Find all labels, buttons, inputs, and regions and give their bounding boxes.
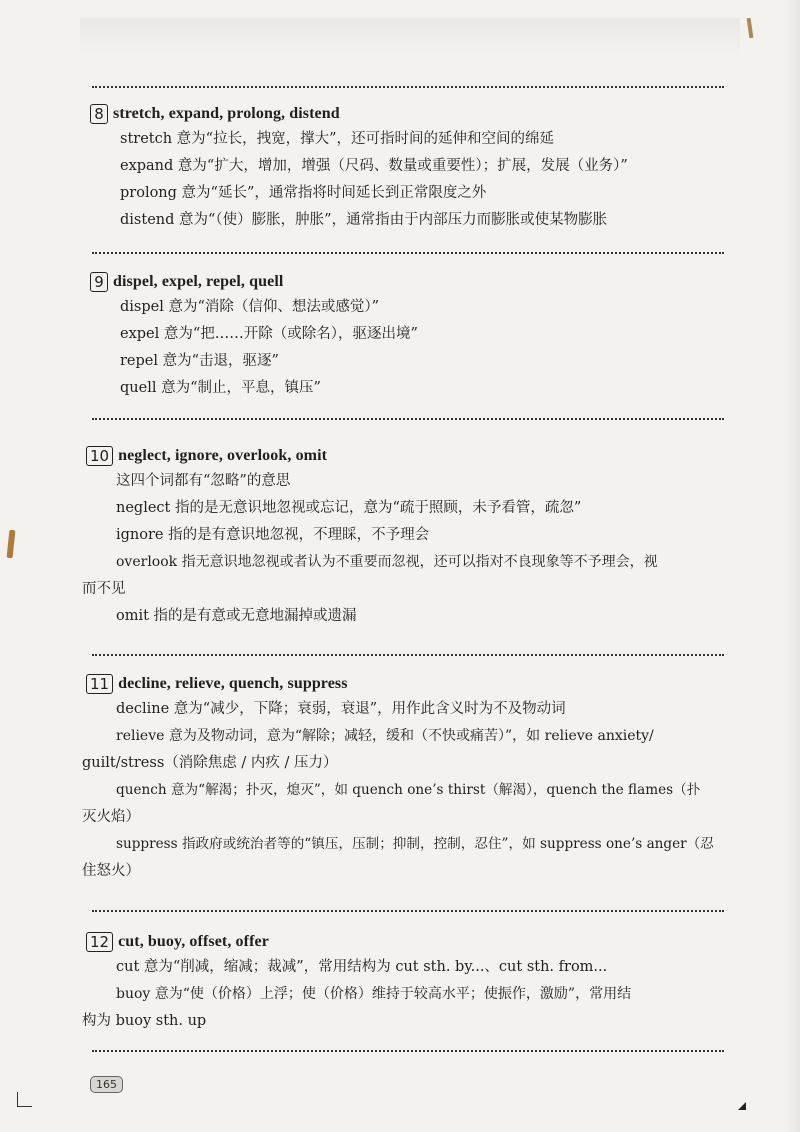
dotted-divider — [92, 252, 724, 254]
entry-section-12 — [82, 930, 736, 1035]
definition-line-continued: 灭火焰） — [82, 809, 140, 825]
binding-mark — [747, 18, 754, 38]
entry-section-11 — [82, 672, 736, 885]
dotted-divider — [92, 418, 724, 420]
entry-section-8 — [90, 102, 730, 234]
definition-line: quench 意为“解渴；扑灭，熄灭”，如 quench one’s thirst（解渴），quench the flames（扑 — [116, 782, 701, 798]
definition-line: buoy 意为“使（价格）上浮；使（价格）维持于较高水平；使振作，激励”，常用结 — [116, 986, 632, 1002]
definition-line: expel 意为“把……开除（或除名），驱逐出境” — [120, 326, 418, 342]
definition-line: repel 意为“击退，驱逐” — [120, 353, 279, 369]
definition-line: stretch 意为“拉长，拽宽，撑大”，还可指时间的延伸和空间的绵延 — [120, 131, 554, 147]
section-number-box: 12 — [86, 932, 113, 952]
definition-line: overlook 指无意识地忽视或者认为不重要而忽视，还可以指对不良现象等不予理会，视 — [116, 554, 658, 570]
section-title: stretch, expand, prolong, distend — [113, 105, 340, 122]
definition-line: expand 意为“扩大，增加，增强（尺码、数量或重要性）；扩展，发展（业务）” — [120, 158, 628, 174]
definition-line: quell 意为“制止，平息，镇压” — [120, 380, 321, 396]
crop-mark — [17, 1092, 32, 1107]
definition-line: ignore 指的是有意识地忽视，不理睬，不予理会 — [116, 527, 430, 543]
section-heading — [90, 270, 730, 294]
entry-section-10 — [82, 444, 736, 630]
definition-line-continued: 而不见 — [82, 581, 126, 597]
definition-line: dispel 意为“消除（信仰、想法或感觉）” — [120, 299, 380, 315]
section-heading — [86, 672, 736, 696]
section-number-box: 11 — [86, 674, 113, 694]
section-title: neglect, ignore, overlook, omit — [118, 447, 328, 464]
section-heading — [86, 930, 736, 954]
dotted-divider — [92, 910, 724, 912]
section-number-box: 8 — [90, 104, 108, 124]
definition-line-continued: 构为 buoy sth. up — [82, 1013, 207, 1029]
dotted-divider — [92, 654, 724, 656]
definition-line: omit 指的是有意或无意地漏掉或遗漏 — [116, 608, 357, 624]
section-number-box: 9 — [90, 272, 108, 292]
definition-line: decline 意为“减少，下降；衰弱，衰退”，用作此含义时为不及物动词 — [116, 701, 566, 717]
definition-line: neglect 指的是无意识地忽视或忘记，意为“疏于照顾，未予看管，疏忽” — [116, 500, 582, 516]
definition-line-continued: guilt/stress（消除焦虑 / 内疚 / 压力） — [82, 755, 338, 771]
section-number-box: 10 — [86, 446, 113, 466]
margin-mark — [7, 530, 16, 558]
corner-triangle — [738, 1102, 746, 1110]
page-number: 165 — [90, 1076, 123, 1093]
dotted-divider — [92, 1050, 724, 1052]
entry-section-9 — [90, 270, 730, 402]
definition-line: relieve 意为及物动词，意为“解除；减轻，缓和（不快或痛苦）”，如 relieve anxiety/ — [116, 728, 654, 744]
definition-line: cut 意为“削减，缩减；裁减”，常用结构为 cut sth. by...、cut sth. from... — [116, 959, 608, 975]
definition-line: suppress 指政府或统治者等的“镇压，压制；抑制，控制，忍住”，如 suppress one’s anger（忍 — [116, 836, 714, 852]
definition-line: distend 意为“（使）膨胀，肿胀”，通常指由于内部压力而膨胀或使某物膨胀 — [120, 212, 608, 228]
definition-line: 这四个词都有“忽略”的意思 — [116, 473, 291, 489]
definition-line: prolong 意为“延长”，通常指将时间延长到正常限度之外 — [120, 185, 487, 201]
page-shadow-right — [786, 0, 800, 1132]
page-shadow-top — [80, 18, 740, 58]
section-title: dispel, expel, repel, quell — [113, 273, 284, 290]
definition-line-continued: 住怒火） — [82, 863, 140, 879]
section-title: cut, buoy, offset, offer — [118, 933, 269, 950]
section-heading — [86, 444, 736, 468]
section-heading — [90, 102, 730, 126]
section-title: decline, relieve, quench, suppress — [118, 675, 348, 692]
dotted-divider — [92, 86, 724, 88]
